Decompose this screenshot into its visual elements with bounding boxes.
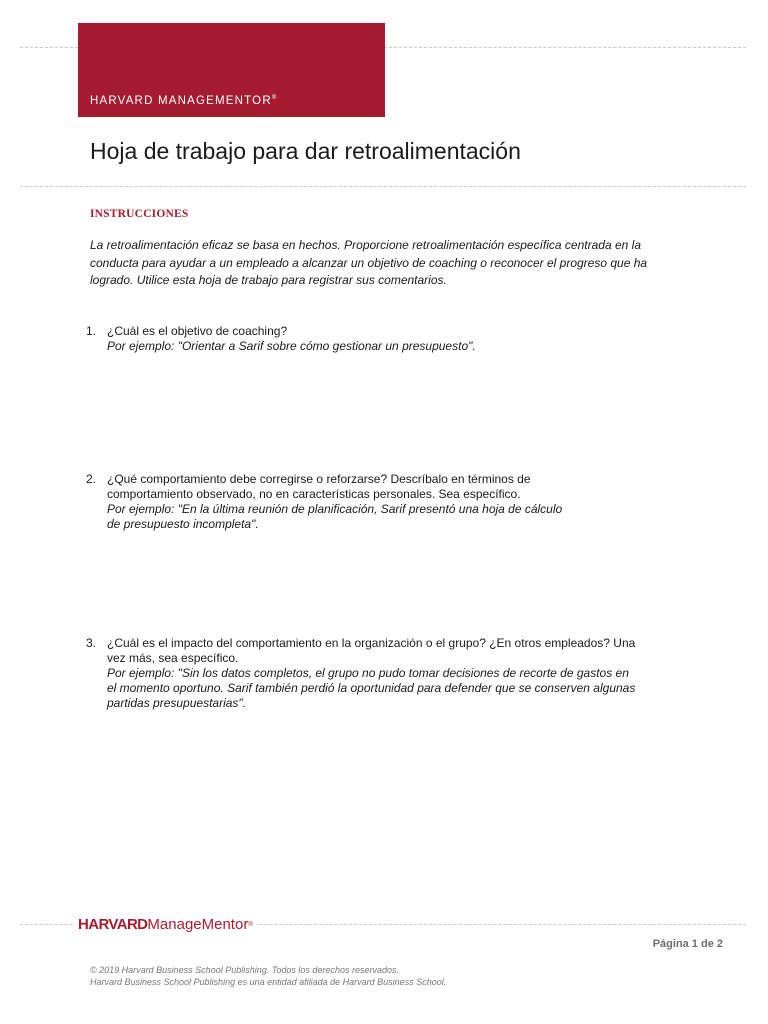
instructions-heading: INSTRUCCIONES (90, 208, 189, 220)
question-example: Por ejemplo: "Sin los datos completos, el grupo no pudo tomar decisiones de recorte de gastos en el momento oportuno. Sarif también perdió la oportunidad para defender que se conserven algunas partidas presupuestarias". (107, 666, 636, 710)
question-text: ¿Cuál es el objetivo de coaching? (107, 324, 288, 338)
copyright-text: © 2019 Harvard Business School Publishing. Todos los derechos reservados. (90, 965, 399, 975)
question-item (86, 324, 646, 354)
brand-registered-mark: ® (271, 95, 277, 102)
question-item (86, 472, 646, 532)
affiliation-text: Harvard Business School Publishing es una entidad afiliada de Harvard Business School. (90, 977, 447, 987)
question-item (86, 636, 646, 711)
page-title: Hoja de trabajo para dar retroalimentación (90, 138, 521, 164)
footer-logo (75, 916, 256, 934)
brand-name: HARVARD MANAGEMENTOR (90, 95, 272, 107)
brand-banner (78, 23, 385, 117)
logo-registered-mark: ® (248, 922, 253, 928)
question-number: 1. (86, 324, 97, 338)
question-text: ¿Qué comportamiento debe corregirse o reforzarse? Descríbalo en términos de comportamiento observado, no en características personales. Sea específico. (107, 472, 531, 501)
logo-product-wordmark: ManageMentor (147, 916, 249, 933)
question-text: ¿Cuál es el impacto del comportamiento en la organización o el grupo? ¿En otros empleados? Una vez más, sea específico. (107, 636, 636, 665)
question-number: 2. (86, 472, 97, 486)
question-number: 3. (86, 636, 97, 650)
instructions-text: La retroalimentación eficaz se basa en hechos. Proporcione retroalimentación específica centrada en la conducta para ayudar a un empleado a alcanzar un objetivo de coaching o reconocer el progreso que ha logrado. Utilice esta hoja de trabajo para registrar sus comentarios. (90, 238, 648, 287)
title-dotted-rule (20, 186, 746, 187)
question-example: Por ejemplo: "En la última reunión de planificación, Sarif presentó una hoja de cálculo de presupuesto incompleta". (107, 502, 563, 531)
brand-banner-text (90, 95, 276, 107)
copyright-block (90, 964, 446, 988)
page-number: Página 1 de 2 (652, 938, 723, 950)
question-example: Por ejemplo: "Orientar a Sarif sobre cómo gestionar un presupuesto". (107, 339, 476, 353)
logo-harvard-wordmark: HARVARD (78, 916, 148, 933)
